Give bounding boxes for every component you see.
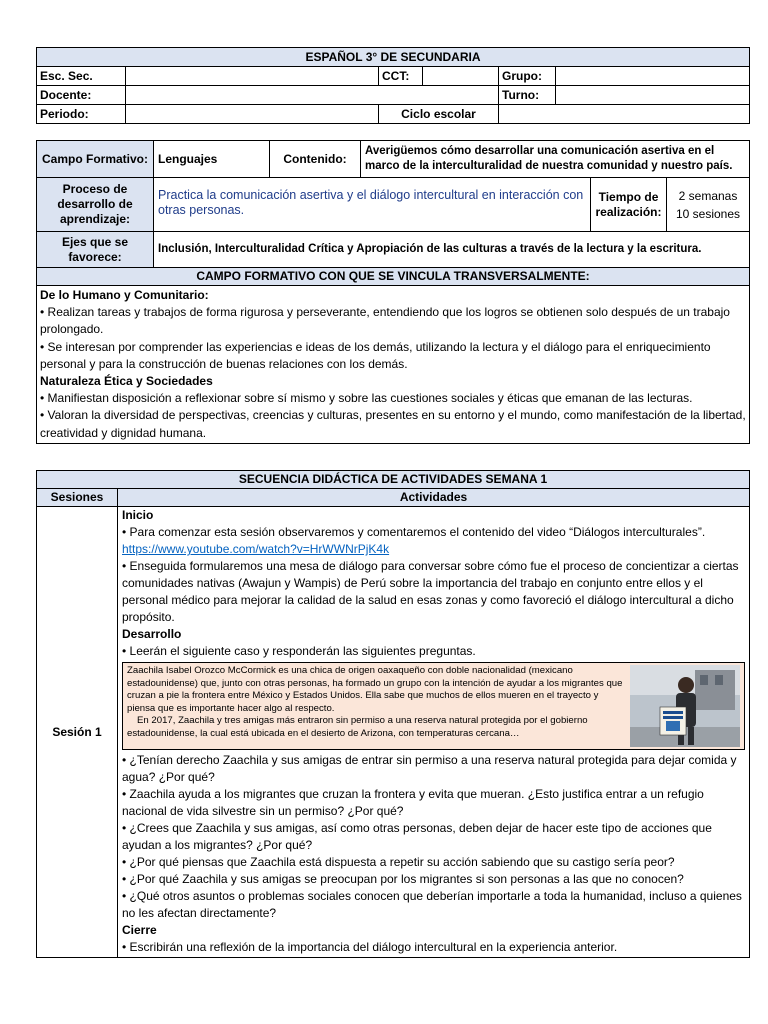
docente-label: Docente: xyxy=(37,86,126,105)
docente-field[interactable] xyxy=(126,86,499,105)
esc-sec-label: Esc. Sec. xyxy=(37,67,126,86)
actividades-header: Actividades xyxy=(118,489,750,507)
case-text xyxy=(127,665,624,747)
tiempo-semanas: 2 semanas xyxy=(678,188,738,203)
sesion-1-activities xyxy=(118,507,750,958)
tiempo-sesiones: 10 sesiones xyxy=(675,206,741,221)
transversal-title: CAMPO FORMATIVO CON QUE SE VINCULA TRANSVERSALMENTE: xyxy=(37,268,750,286)
question-1: • ¿Tenían derecho Zaachila y sus amigas de entrar sin permiso a una reserva natural protegida para dejar comida y agua? ¿Por qué? xyxy=(122,753,737,784)
transversal-body xyxy=(37,286,750,444)
case-paragraph-2: En 2017, Zaachila y tres amigas más entraron sin permiso a una reserva natural protegida por el gobierno estadounidense, la cual está ubicada en el desierto de Arizona, con temperaturas cercana… xyxy=(127,715,588,739)
question-3: • ¿Crees que Zaachila y sus amigas, así como otras personas, deben dejar de hacer este tipo de acciones que ayudan a los migrantes? ¿Por qué? xyxy=(122,821,712,852)
secuencia-title: SECUENCIA DIDÁCTICA DE ACTIVIDADES SEMANA 1 xyxy=(37,471,750,489)
secuencia-table xyxy=(36,470,750,958)
periodo-label: Periodo: xyxy=(37,105,126,124)
sesiones-header: Sesiones xyxy=(37,489,118,507)
cct-label: CCT: xyxy=(379,67,423,86)
inicio-title: Inicio xyxy=(122,508,154,522)
case-box xyxy=(122,662,745,750)
desarrollo-item-1: • Leerán el siguiente caso y responderán las siguientes preguntas. xyxy=(122,644,476,658)
humano-item-2: • Se interesan por comprender las experiencias e ideas de los demás, utilizando la lectura y el diálogo para el enriquecimiento personal y para la construcción de buenas relaciones con los demás. xyxy=(40,339,711,371)
turno-field[interactable] xyxy=(556,86,750,105)
etica-title: Naturaleza Ética y Sociedades xyxy=(40,374,213,389)
etica-item-1: • Manifiestan disposición a reflexionar sobre sí mismo y sobre las cuestiones sociales y éticas que emanan de las lecturas. xyxy=(40,391,693,406)
contenido-value: Averigüemos cómo desarrollar una comunicación asertiva en el marco de la interculturalidad de nuestra comunidad y nuestro país. xyxy=(361,141,750,178)
case-photo-illustration xyxy=(630,665,740,747)
ciclo-escolar-field[interactable] xyxy=(499,105,750,124)
humano-title: De lo Humano y Comunitario: xyxy=(40,288,209,302)
document-title: ESPAÑOL 3° DE SECUNDARIA xyxy=(37,48,750,67)
ciclo-escolar-label: Ciclo escolar xyxy=(379,105,499,124)
question-4: • ¿Por qué piensas que Zaachila está dispuesta a repetir su acción sabiendo que su castigo sería peor? xyxy=(122,855,675,869)
etica-item-2: • Valoran la diversidad de perspectivas, creencias y culturas, presentes en su entorno y el mundo, como manifestación de la libertad, creatividad y dignidad humana. xyxy=(40,408,746,440)
proceso-label: Proceso de desarrollo de aprendizaje: xyxy=(37,178,154,232)
case-paragraph-1: Zaachila Isabel Orozco McCormick es una chica de origen oaxaqueño con doble nacionalidad (mexicano estadounidense) que, junto con otras personas, ha formado un grupo con la intención de ayudar a los migrantes que cruzan a pie la frontera entre México y Estados Unidos. Ella sabe que muchos de ellos mueren en el trayecto y piensa que es importante hacer algo al respecto. xyxy=(127,665,623,714)
periodo-field[interactable] xyxy=(126,105,379,124)
inicio-item-2: • Enseguida formularemos una mesa de diálogo para conversar sobre cómo fue el proceso de concientizar a ciertas comunidades nativas (Awajun y Wampis) de Perú sobre la importancia del trabajo en conjunto entre ellos y el personal médico para mejorar la calidad de la salud en esas zonas y como favoreció el diálogo intercultural a dicho propósito. xyxy=(122,559,739,624)
campo-formativo-value: Lenguajes xyxy=(154,141,270,178)
grupo-field[interactable] xyxy=(556,67,750,86)
esc-sec-field[interactable] xyxy=(126,67,379,86)
tiempo-value xyxy=(667,178,750,232)
inicio-item-1: • Para comenzar esta sesión observaremos y comentaremos el contenido del video “Diálogos interculturales”. xyxy=(122,525,706,539)
header-table xyxy=(36,47,750,124)
campo-formativo-label: Campo Formativo: xyxy=(37,141,154,178)
desarrollo-title: Desarrollo xyxy=(122,627,182,641)
ejes-value: Inclusión, Interculturalidad Crítica y Apropiación de las culturas a través de la lectura y la escritura. xyxy=(154,232,750,268)
cierre-item-1: • Escribirán una reflexión de la importancia del diálogo intercultural en la experiencia anterior. xyxy=(122,940,618,954)
question-5: • ¿Por qué Zaachila y sus amigas se preocupan por los migrantes si son personas a las que no conocen? xyxy=(122,872,684,886)
cct-field[interactable] xyxy=(423,67,499,86)
grupo-label: Grupo: xyxy=(499,67,556,86)
humano-item-1: • Realizan tareas y trabajos de forma rigurosa y perseverante, entendiendo que los logros se obtienen solo después de un trabajo prolongado. xyxy=(40,305,730,337)
case-photo xyxy=(630,665,740,747)
proceso-value: Practica la comunicación asertiva y el diálogo intercultural en interacción con otras personas. xyxy=(154,178,591,232)
cierre-title: Cierre xyxy=(122,923,157,937)
question-6: • ¿Qué otros asuntos o problemas sociales conocen que deberían importarle a toda la humanidad, incluso a quienes no les afectan directamente? xyxy=(122,889,742,920)
question-2: • Zaachila ayuda a los migrantes que cruzan la frontera y evita que mueran. ¿Esto justifica entrar a un refugio nacional de vida silvestre sin un permiso? ¿Por qué? xyxy=(122,787,704,818)
turno-label: Turno: xyxy=(499,86,556,105)
tiempo-label: Tiempo de realización: xyxy=(591,178,667,232)
sesion-1-label: Sesión 1 xyxy=(37,507,118,958)
video-link[interactable]: https://www.youtube.com/watch?v=HrWWNrPjK4k xyxy=(122,542,390,556)
info-table xyxy=(36,140,750,444)
contenido-label: Contenido: xyxy=(270,141,361,178)
ejes-label: Ejes que se favorece: xyxy=(37,232,154,268)
